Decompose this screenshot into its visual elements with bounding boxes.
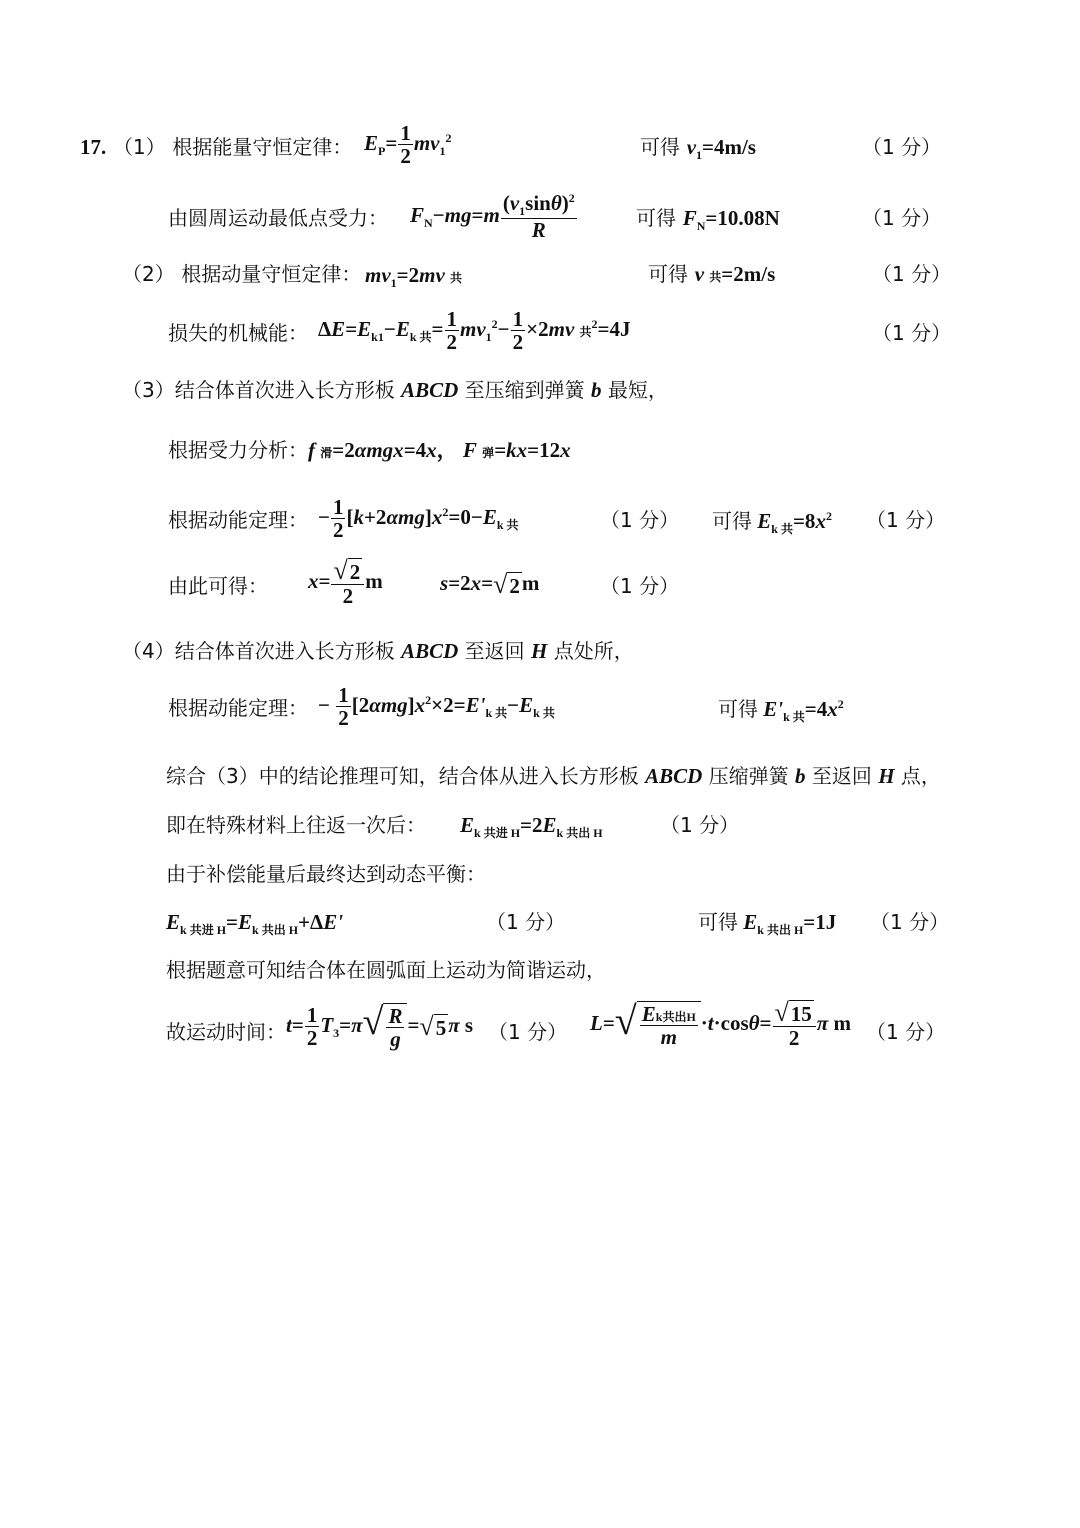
p2-loss-text: 损失的机械能： [168,321,308,345]
p4-balance-result: 可得 $E_{k 共出 H}=1J$ [698,910,837,938]
p4-balance-score: （1 分） [486,910,566,934]
p2-momentum-equation: $mv_1=2mv$ 共 [365,263,463,291]
p2-score: （1 分） [872,262,952,286]
p4-special: 即在特殊材料上往返一次后： [166,813,426,837]
p4-time-score: （1 分） [488,1020,568,1044]
p3-label: （3） [122,378,175,402]
p2-result: 可得 v 共=2m/s [648,262,776,286]
p1-line2-score: （1 分） [862,206,942,230]
p3-x-value: x= √ 2 2 m [308,556,383,609]
p2-loss-score: （1 分） [872,321,952,345]
p3-thus-score: （1 分） [600,574,680,598]
p3-thus-text: 由此可得： [168,574,268,598]
p4-theorem-result: 可得 $E'_{k 共}=4x^2$ [718,697,844,725]
question-number: 17. [80,135,107,159]
p4-theorem-equation: − $\frac{1}{2}$ $[2\alpha mg]x^2\times 2=E'_{k 共}-E_{k 共}$ [318,683,555,731]
p4-balance-text: 由于补偿能量后最终达到动态平衡： [166,862,486,886]
p1-energy-equation: $E_P=$ $\frac{1}{2}$ $mv_1^2$ [364,121,452,169]
p4-special-score: （1 分） [660,813,740,837]
p4-length-score: （1 分） [866,1020,946,1044]
p3-theorem-result: 可得 $E_{k 共}=8x^2$ [712,509,832,537]
p3-theorem-equation: − $\frac{1}{2}$ $[k+2\alpha mg]x^2=0-E_{k 共}$ [318,495,519,543]
p2-label: （2） [122,262,175,286]
p4-theorem-text: 根据动能定理： [168,696,308,720]
p3-force-analysis: 根据受力分析：f 滑=2αmgx=4x， F 弹=kx=12x [168,438,571,462]
p1-score: （1 分） [862,135,942,159]
p4-intro: （4）结合体首次进入长方形板 ABCD 至返回 H 点处所， [122,639,634,663]
p4-balance-result-score: （1 分） [870,910,950,934]
p4-label: （4） [122,639,175,663]
p2-law-text: 根据动量守恒定律： [181,262,362,286]
p1-law-text: 根据能量守恒定律： [172,135,353,159]
p4-length-equation: L= √ $\frac{\text{Ek共出H}}{m}$ ·t·cosθ= √ 15 2 π m [590,998,852,1051]
p3-theorem-text: 根据动能定理： [168,508,308,532]
p1-label: （1） [112,135,166,159]
p3-intro: （3）结合体首次进入长方形板 ABCD 至压缩到弹簧 b 最短， [122,378,668,402]
p1-line1 [80,137,352,158]
p4-time-text: 故运动时间： [166,1020,286,1044]
p2-line1 [122,264,361,285]
p4-balance-equation: $E_{k 共进 H}=E_{k 共出 H}+\Delta E'$ [166,910,344,938]
p1-line2-text: 由圆周运动最低点受力： [168,206,388,230]
p4-shm-text: 根据题意可知结合体在圆弧面上运动为简谐运动， [166,958,606,982]
p1-force-result: 可得 $F_N=10.08N$ [636,206,780,234]
p3-theorem-score: （1 分） [600,508,680,532]
p4-time-equation: t= $\frac{1}{2}$ $T_3=\pi$ √ $\frac{R}{g}$ = √ 5 π s [286,1001,474,1052]
p3-s-value: s=2x= √ 2 m [440,570,540,599]
p2-loss-equation: $\Delta E=E_{k1}-E_{k 共}=$ $\frac{1}{2}$ $mv_1^2-$ $\frac{1}{2}$ ×2mv 共$^2$=4J [318,307,631,355]
p1-force-equation: $F_N-mg=m$ $\frac{(v_1\sin\theta)^2}{R}$ [410,191,575,242]
p4-special-equation: $E_{k 共进 H}=2E_{k 共出 H}$ [460,813,603,841]
p4-combine: 综合（3）中的结论推理可知，结合体从进入长方形板 ABCD 压缩弹簧 b 至返回 H 点， [166,764,941,788]
p3-theorem-result-score: （1 分） [866,508,946,532]
p1-result: 可得 $v_1=4m/s$ [640,135,756,163]
